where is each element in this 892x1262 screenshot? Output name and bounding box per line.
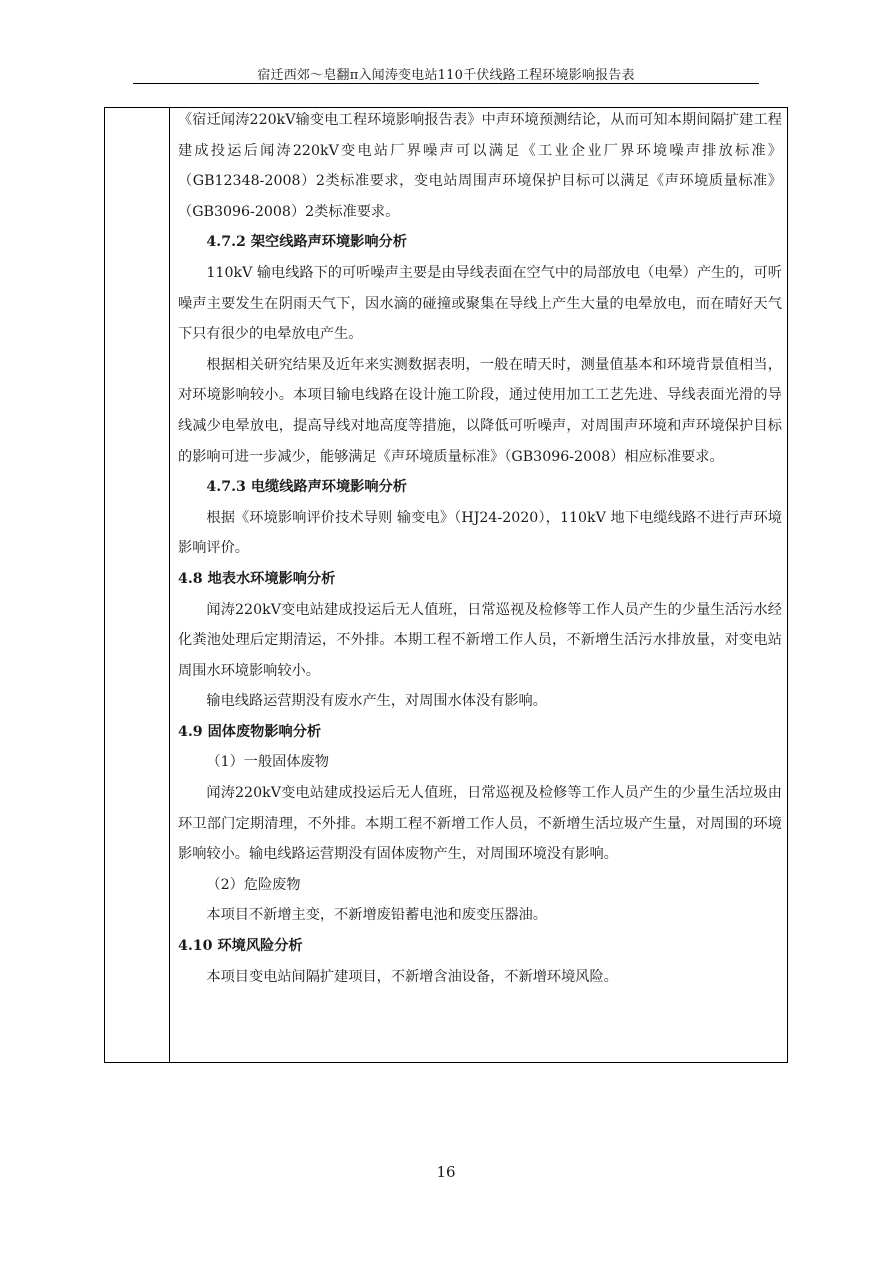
section-4-7-2-paragraph-1: 110kV 输电线路下的可听噪声主要是由导线表面在空气中的局部放电（电晕）产生的，可听噪声主要发生在阴雨天气下，因水滴的碰撞或聚集在导线上产生大量的电晕放电，而在晴好天气下只有很少的电晕放电产生。 bbox=[178, 264, 782, 343]
section-4-8-paragraph-1: 闻涛220kV变电站建成投运后无人值班，日常巡视及检修等工作人员产生的少量生活污水经化粪池处理后定期清运，不外排。本期工程不新增工作人员，不新增生活污水排放量，对变电站周围水环境影响较小。 bbox=[178, 601, 782, 679]
intro-paragraph: 《宿迁闻涛220kV输变电工程环境影响报告表》中声环境预测结论，从而可知本期间隔扩建工程建成投运后闻涛220kV变电站厂界噪声可以满足《工业企业厂界环境噪声排放标准》（GB12348-2008）2类标准要求，变电站周围声环境保护目标可以满足《声环境质量标准》（GB3096-2008）2类标准要求。 bbox=[178, 112, 782, 220]
section-4-7-2-heading: 4.7.2 架空线路声环境影响分析 bbox=[206, 234, 407, 251]
section-4-10-heading: 4.10 环境风险分析 bbox=[178, 938, 303, 955]
header-rule bbox=[133, 83, 759, 84]
page-number: 16 bbox=[436, 1163, 456, 1181]
column-divider bbox=[169, 107, 170, 1063]
section-4-9-paragraph-2: 本项目不新增主变，不新增废铅蓄电池和废变压器油。 bbox=[206, 907, 547, 924]
section-4-9-heading: 4.9 固体废物影响分析 bbox=[178, 723, 322, 740]
section-4-7-2-paragraph-2: 根据相关研究结果及近年来实测数据表明，一般在晴天时，测量值基本和环境背景值相当，对环境影响较小。本项目输电线路在设计施工阶段，通过使用加工工艺先进、导线表面光滑的导线减少电晕放电，提高导线对地高度等措施，以降低可听噪声，对周围声环境和声环境保护目标的影响可进一步减少，能够满足《声环境质量标准》（GB3096-2008）相应标准要求。 bbox=[178, 356, 782, 465]
section-4-9-paragraph-1: 闻涛220kV变电站建成投运后无人值班，日常巡视及检修等工作人员产生的少量生活垃圾由环卫部门定期清理，不外排。本期工程不新增工作人员，不新增生活垃圾产生量，对周围的环境影响较小。输电线路运营期没有固体废物产生，对周围环境没有影响。 bbox=[178, 785, 782, 863]
section-4-9-item-1: （1）一般固体废物 bbox=[206, 754, 329, 771]
section-4-10-paragraph-1: 本项目变电站间隔扩建项目，不新增含油设备，不新增环境风险。 bbox=[206, 968, 618, 985]
section-4-7-3-heading: 4.7.3 电缆线路声环境影响分析 bbox=[206, 479, 407, 496]
section-4-7-3-paragraph-1: 根据《环境影响评价技术导则 输变电》（HJ24-2020），110kV 地下电缆线路不进行声环境影响评价。 bbox=[178, 509, 782, 557]
body-content bbox=[178, 105, 782, 992]
running-header: 宿迁西郊～皂翻π入闻涛变电站110千伏线路工程环境影响报告表 bbox=[257, 68, 635, 83]
section-4-8-paragraph-2: 输电线路运营期没有废水产生，对周围水体没有影响。 bbox=[206, 693, 547, 710]
section-4-9-item-2: （2）危险废物 bbox=[206, 876, 301, 893]
section-4-8-heading: 4.8 地表水环境影响分析 bbox=[178, 570, 336, 587]
